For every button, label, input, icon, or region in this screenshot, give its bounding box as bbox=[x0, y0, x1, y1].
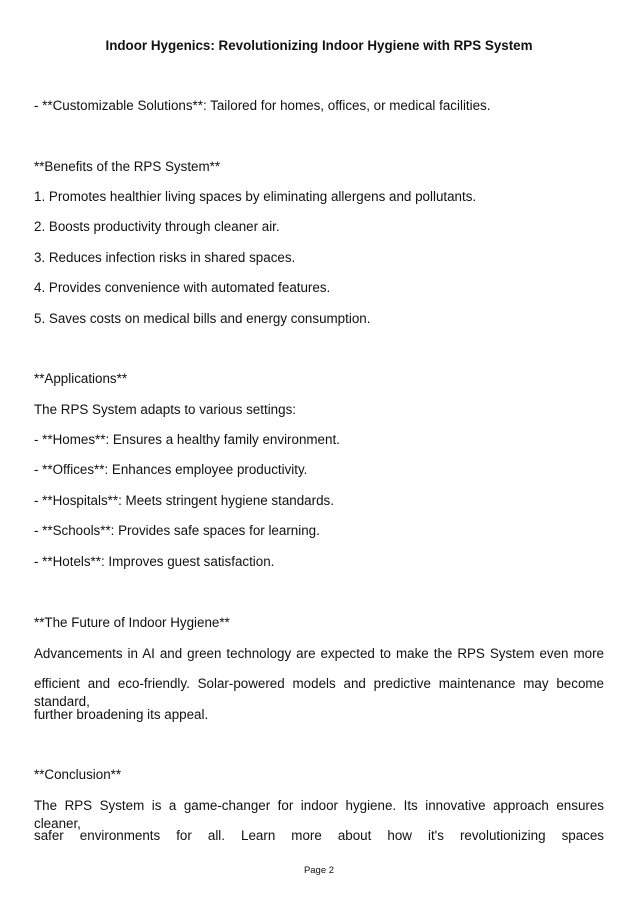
applications-heading: **Applications** bbox=[34, 371, 128, 386]
benefit-item-5: 5. Saves costs on medical bills and energy consumption. bbox=[34, 311, 371, 326]
applications-intro: The RPS System adapts to various settings: bbox=[34, 402, 296, 417]
document-title: Indoor Hygenics: Revolutionizing Indoor Hygiene with RPS System bbox=[105, 38, 533, 53]
future-paragraph-line-2: efficient and eco-friendly. Solar-powered models and predictive maintenance may become standard, bbox=[34, 676, 604, 709]
benefit-item-4: 4. Provides convenience with automated features. bbox=[34, 280, 331, 295]
application-item-hotels: - **Hotels**: Improves guest satisfaction. bbox=[34, 554, 275, 569]
benefit-item-1: 1. Promotes healthier living spaces by eliminating allergens and pollutants. bbox=[34, 189, 477, 204]
page-number: Page 2 bbox=[303, 865, 335, 876]
future-paragraph-line-3: further broadening its appeal. bbox=[34, 707, 209, 722]
future-paragraph-line-1: Advancements in AI and green technology are expected to make the RPS System even more bbox=[34, 646, 604, 661]
benefits-heading: **Benefits of the RPS System** bbox=[34, 159, 221, 174]
application-item-homes: - **Homes**: Ensures a healthy family environment. bbox=[34, 432, 340, 447]
benefit-item-2: 2. Boosts productivity through cleaner air. bbox=[34, 219, 280, 234]
future-heading: **The Future of Indoor Hygiene** bbox=[34, 615, 230, 630]
conclusion-paragraph-line-2: safer environments for all. Learn more about how it's revolutionizing spaces bbox=[34, 828, 604, 843]
application-item-hospitals: - **Hospitals**: Meets stringent hygiene standards. bbox=[34, 493, 334, 508]
benefit-item-3: 3. Reduces infection risks in shared spaces. bbox=[34, 250, 296, 265]
application-item-offices: - **Offices**: Enhances employee productivity. bbox=[34, 462, 308, 477]
customizable-solutions-line: - **Customizable Solutions**: Tailored for homes, offices, or medical facilities. bbox=[34, 98, 491, 113]
application-item-schools: - **Schools**: Provides safe spaces for learning. bbox=[34, 523, 320, 538]
conclusion-heading: **Conclusion** bbox=[34, 767, 122, 782]
conclusion-paragraph-line-1: The RPS System is a game-changer for indoor hygiene. Its innovative approach ensures cleaner, bbox=[34, 798, 604, 831]
